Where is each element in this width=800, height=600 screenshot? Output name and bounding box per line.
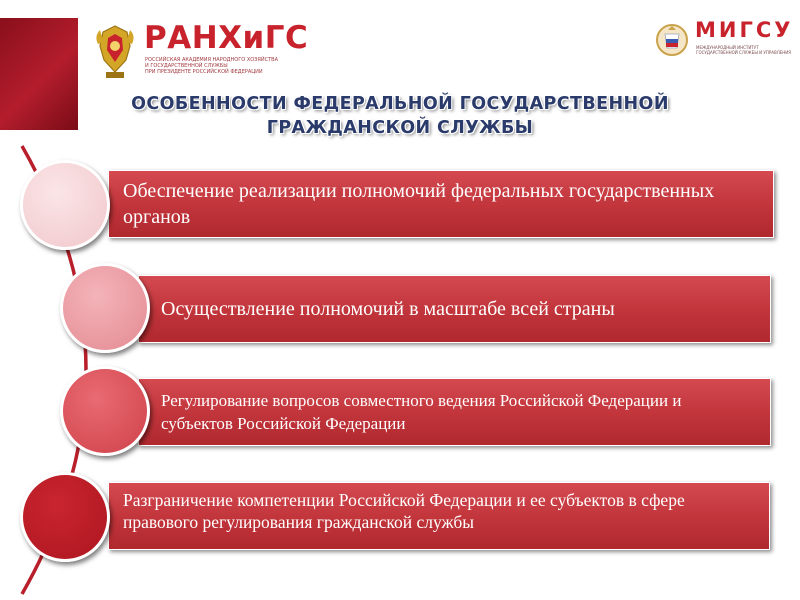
bullet-text-4: Разграничение компетенции Российской Федерации и ее субъектов в сфере правового регулирования гражданской службы [123,490,685,532]
ranepa-subtitle-line: И ГОСУДАРСТВЕННОЙ СЛУЖБЫ [145,63,228,70]
bullet-circle-1 [20,160,110,250]
ranepa-subtitle [145,57,278,76]
migsu-subtitle [696,45,792,55]
title-line-1: ОСОБЕННОСТИ ФЕДЕРАЛЬНОЙ ГОСУДАРСТВЕННОЙ [131,94,669,114]
ranepa-name: РАНХиГС [144,20,309,56]
migsu-logo [655,18,794,62]
page-title [100,92,700,140]
ranepa-subtitle-line: РОССИЙСКАЯ АКАДЕМИЯ НАРОДНОГО ХОЗЯЙСТВА [145,57,278,63]
bullet-text-1: Обеспечение реализации полномочий федеральных государственных органов [123,180,715,228]
bullet-bar-2 [138,275,771,343]
bullet-bar-3 [138,378,771,446]
bullet-circle-3 [60,366,150,456]
corner-accent [0,18,78,130]
bullet-bar-4 [108,482,770,550]
eagle-emblem-icon [92,22,138,80]
bullet-bar-1 [108,170,774,238]
ranepa-logo [92,20,309,82]
migsu-name: МИГСУ [695,18,794,42]
bullet-text-2: Осуществление полномочий в масштабе всей страны [161,298,615,320]
migsu-subtitle-line: МЕЖДУНАРОДНЫЙ ИНСТИТУТ [696,45,759,50]
bullet-circle-4 [20,472,110,562]
migsu-emblem-icon [655,22,689,58]
bullet-text-3: Регулирование вопросов совместного ведения Российской Федерации и субъектов Российской Федерации [161,391,682,433]
migsu-subtitle-line: ГОСУДАРСТВЕННОЙ СЛУЖБЫ И УПРАВЛЕНИЯ [696,50,792,55]
title-line-2: ГРАЖДАНСКОЙ СЛУЖБЫ [266,118,534,138]
ranepa-subtitle-line: ПРИ ПРЕЗИДЕНТЕ РОССИЙСКОЙ ФЕДЕРАЦИИ [145,69,263,76]
bullet-circle-2 [60,263,150,353]
